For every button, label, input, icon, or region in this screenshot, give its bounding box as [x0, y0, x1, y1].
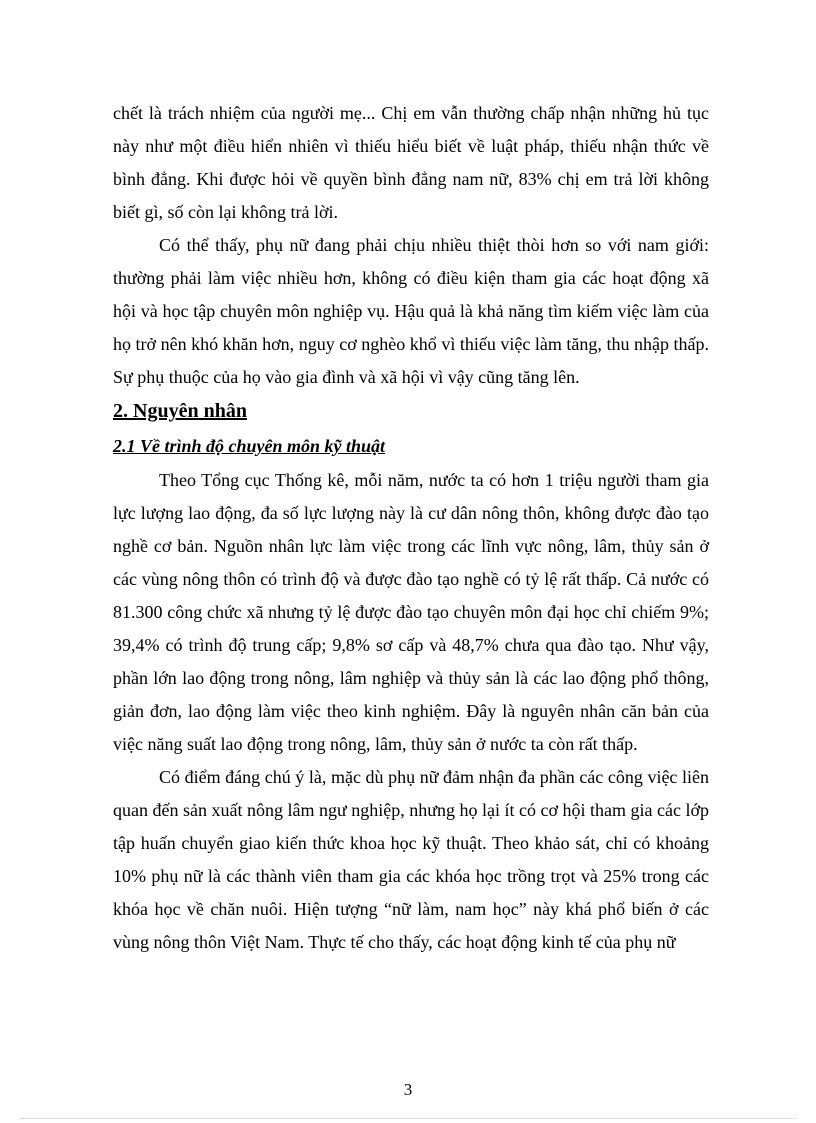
paragraph-2: Có thể thấy, phụ nữ đang phải chịu nhiều thiệt thòi hơn so với nam giới: thường phải làm việc nhiều hơn, không có điều kiện tham gia các hoạt động xã hội và học tập chuyên môn nghiệp vụ. Hậu quả là khả năng tìm kiếm việc làm của họ trở nên khó khăn hơn, nguy cơ nghèo khổ vì thiếu việc làm tăng, thu nhập thấp. Sự phụ thuộc của họ vào gia đình và xã hội vì vậy cũng tăng lên.: [113, 235, 709, 387]
paragraph-4: Có điểm đáng chú ý là, mặc dù phụ nữ đảm nhận đa phần các công việc liên quan đến sản xuất nông lâm ngư nghiệp, nhưng họ lại ít có cơ hội tham gia các lớp tập huấn chuyển giao kiến thức khoa học kỹ thuật. Theo khảo sát, chỉ có khoảng 10% phụ nữ là các thành viên tham gia các khóa học trồng trọt và 25% trong các khóa học về chăn nuôi. Hiện tượng “nữ làm, nam học” này khá phổ biến ở các vùng nông thôn Việt Nam. Thực tế cho thấy, các hoạt động kinh tế của phụ nữ: [113, 767, 709, 952]
page-number: 3: [403, 1080, 413, 1099]
paragraph-1: chết là trách nhiệm của người mẹ... Chị em vẫn thường chấp nhận những hủ tục này như một điều hiển nhiên vì thiếu hiểu biết về luật pháp, thiếu nhận thức về bình đẳng. Khi được hỏi về quyền bình đẳng nam nữ, 83% chị em trả lời không biết gì, số còn lại không trả lời.: [113, 103, 709, 222]
subsection-heading-2-1: 2.1 Về trình độ chuyên môn kỹ thuật: [113, 436, 386, 456]
footer-divider: [20, 1118, 796, 1119]
body-text: [113, 97, 709, 959]
section-heading-2: 2. Nguyên nhân: [113, 400, 247, 422]
paragraph-3: Theo Tổng cục Thống kê, mỗi năm, nước ta có hơn 1 triệu người tham gia lực lượng lao động, đa số lực lượng này là cư dân nông thôn, không được đào tạo nghề cơ bản. Nguồn nhân lực làm việc trong các lĩnh vực nông, lâm, thủy sản ở các vùng nông thôn có trình độ và được đào tạo nghề có tỷ lệ rất thấp. Cả nước có 81.300 công chức xã nhưng tỷ lệ được đào tạo chuyên môn đại học chỉ chiếm 9%; 39,4% có trình độ trung cấp; 9,8% sơ cấp và 48,7% chưa qua đào tạo. Như vậy, phần lớn lao động trong nông, lâm nghiệp và thủy sản là các lao động phổ thông, giản đơn, lao động làm việc theo kinh nghiệm. Đây là nguyên nhân căn bản của việc năng suất lao động trong nông, lâm, thủy sản ở nước ta còn rất thấp.: [113, 470, 709, 754]
